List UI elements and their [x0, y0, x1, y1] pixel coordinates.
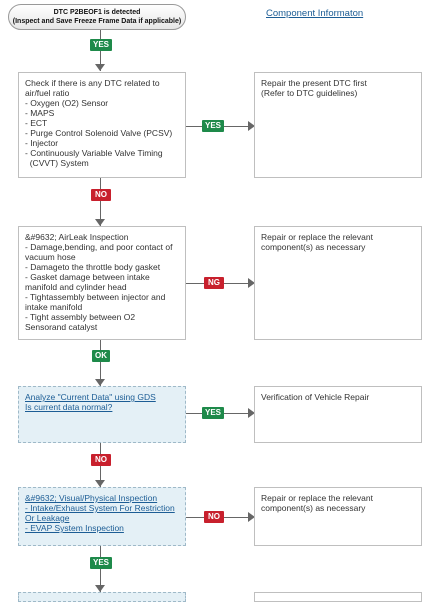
component-information-link[interactable]: Component Informaton [266, 8, 364, 19]
start-node [8, 4, 186, 30]
verification-box [254, 386, 422, 443]
yes-badge: YES [90, 39, 112, 51]
step-line: Check if there is any DTC related to [25, 78, 160, 88]
step-heading[interactable]: &#9632; Visual/Physical Inspection [25, 493, 158, 503]
arrow-down-icon [95, 379, 105, 386]
no-badge: NO [91, 454, 111, 466]
step-line: - MAPS [25, 108, 55, 118]
next-result-box [254, 592, 422, 602]
start-subtitle: (Inspect and Save Freeze Frame Data if applicable) [12, 18, 182, 25]
step-line: - Damagetо the throttle body gasket [25, 262, 161, 272]
step-line: Sensorand catalyst [25, 322, 98, 332]
arrow-down-icon [95, 64, 105, 71]
intake-exhaust-link[interactable]: - Intake/Exhaust System For Restriction [25, 503, 175, 513]
current-data-question-link[interactable]: Is current data normal? [25, 402, 113, 412]
step-line: - Continuously Variable Valve Timing [25, 148, 163, 158]
step-line: intake manifold [25, 302, 83, 312]
dtc-check-box [18, 72, 186, 178]
step-line: - Purge Control Solenoid Valve (PCSV) [25, 128, 173, 138]
arrow-down-icon [95, 480, 105, 487]
step-line: - ECT [25, 118, 48, 128]
step-line: &#9632; AirLeak Inspection [25, 232, 129, 242]
step-line: (CVVT) System [25, 158, 89, 168]
yes-badge: YES [90, 557, 112, 569]
step-line: - Tightassembly between injector and [25, 292, 166, 302]
step-line: - Oxygen (O2) Sensor [25, 98, 109, 108]
result-line: Verification of Vehicle Repair [261, 392, 370, 402]
next-step-box [18, 592, 186, 602]
current-data-link[interactable]: Analyze "Current Data" using GDS [25, 392, 156, 402]
evap-system-link[interactable]: - EVAP System Inspection [25, 523, 124, 533]
repair-replace-box-2 [254, 487, 422, 546]
result-line: component(s) as necessary [261, 503, 366, 513]
result-line: Repair or replace the relevant [261, 232, 373, 242]
intake-exhaust-link-cont[interactable]: Or Leakage [25, 513, 70, 523]
arrow-down-icon [95, 585, 105, 592]
yes-badge: YES [202, 120, 224, 132]
ng-badge: NG [204, 277, 224, 289]
step-line: - Injector [25, 138, 59, 148]
step-line: - Tight assembly between O2 [25, 312, 136, 322]
step-line: air/fuel ratio [25, 88, 70, 98]
start-title: DTC P2BEOF1 is detected [53, 9, 141, 16]
repair-replace-box [254, 226, 422, 340]
result-line: (Refer to DTC guidelines) [261, 88, 358, 98]
step-line: manifold and cylinder head [25, 282, 127, 292]
result-line: Repair or replace the relevant [261, 493, 373, 503]
air-leak-inspection-box [18, 226, 186, 340]
visual-physical-inspection-box [18, 487, 186, 546]
step-line: - Gasket damage between intake [25, 272, 150, 282]
yes-badge: YES [202, 407, 224, 419]
no-badge: NO [204, 511, 224, 523]
result-line: Repair the present DTC first [261, 78, 367, 88]
result-line: component(s) as necessary [261, 242, 366, 252]
repair-dtc-box [254, 72, 422, 178]
step-line: vacuum hose [25, 252, 76, 262]
step-line: - Damage,bending, and poor contact of [25, 242, 173, 252]
ok-badge: OK [92, 350, 110, 362]
arrow-down-icon [95, 219, 105, 226]
no-badge: NO [91, 189, 111, 201]
current-data-analysis-box [18, 386, 186, 443]
